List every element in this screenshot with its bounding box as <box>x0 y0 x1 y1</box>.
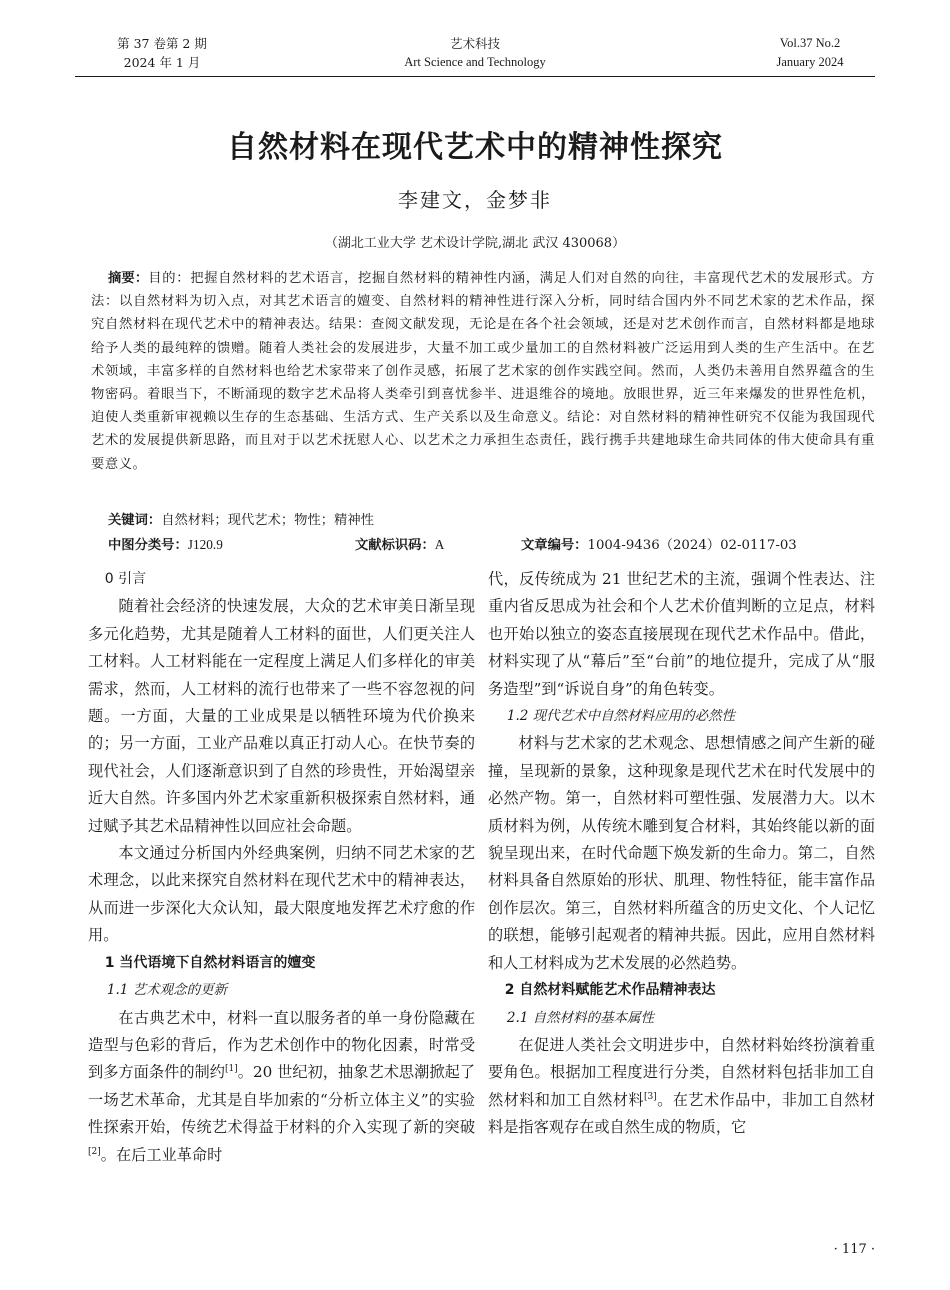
document-code-value: A <box>434 537 445 552</box>
article-title: 自然材料在现代艺术中的精神性探究 <box>227 130 723 165</box>
clc-label: 中图分类号： <box>108 538 188 553</box>
volume-issue-en: Vol.37 No.2 <box>779 36 841 50</box>
clc-value: J120.9 <box>187 537 223 552</box>
affiliation: （湖北工业大学 艺术设计学院,湖北 武汉 430068） <box>324 236 626 251</box>
issue-date-en: January 2024 <box>776 55 844 69</box>
abstract <box>91 267 875 476</box>
keywords <box>108 509 374 528</box>
paragraph-text: 。在后工业革命时 <box>100 1145 223 1164</box>
body-column-right <box>488 566 875 1142</box>
document-code <box>355 534 444 553</box>
paragraph: 随着社会经济的快速发展，大众的艺术审美日渐呈现多元化趋势，尤其是随着人工材料的面世，人们更关注人工材料。人工材料能在一定程度上满足人们多样化的审美需求，然而，人工材料的流行也带来了一些不容忽视的问题。一方面，大量的工业成果是以牺牲环境为代价换来的；另一方面，工业产品难以真正打动人心。在快节奏的现代社会，人们逐渐意识到了自然的珍贵性，开始渴望亲近大自然。许多国内外艺术家重新积极探索自然材料，通过赋予其艺术品精神性以回应社会命题。 <box>88 597 475 835</box>
subsection-heading: 1.2 现代艺术中自然材料应用的必然性 <box>506 708 736 725</box>
issue-date: 2024 年 1 月 <box>123 55 201 70</box>
paragraph-text: 。20 世纪初，抽象艺术思潮掀起了一场艺术革命，尤其是自毕加索的“分析立体主义”的实验性探索开始，传统艺术得益于材料的介入实现了新的突破 <box>88 1063 476 1137</box>
body-column-left <box>88 566 475 1169</box>
paragraph <box>88 1005 475 1169</box>
abstract-text: 目的：把握自然材料的艺术语言，挖掘自然材料的精神性内涵，满足人们对自然的向往，丰富现代艺术的发展形式。方法：以自然材料为切入点，对其艺术语言的嬗变、自然材料的精神性进行深入分析，同时结合国内外不同艺术家的艺术作品，探究自然材料在现代艺术中的精神表达。结果：查阅文献发现，无论是在各个社会领域，还是对艺术创作而言，自然材料都是地球给予人类的最纯粹的馈赠。随着人类社会的发展进步，大量不加工或少量加工的自然材料被广泛运用到人类的生产生活中。在艺术领域，丰富多样的自然材料也给艺术家带来了创作灵感，拓展了艺术家的创作实践空间。然而，人类仍未善用自然界蕴含的生物密码。着眼当下，不断涌现的数字艺术品将人类牵引到喜忧参半、进退维谷的境地。放眼世界，近三年来爆发的世界性危机，迫使人类重新审视赖以生存的生态基础、生活方式、生产关系以及生命意义。结论：对自然材料的精神性研究不仅能为我国现代艺术的发展提供新思路，而且对于以艺术抚慰人心、以艺术之力承担生态责任，践行携手共建地球生命共同体的伟大使命具有重要意义。 <box>91 271 876 472</box>
keywords-label: 关键词： <box>108 513 162 528</box>
keywords-text: 自然材料；现代艺术；物性；精神性 <box>161 513 374 528</box>
volume-issue: 第 37 卷第 2 期 <box>117 36 207 51</box>
clc-number <box>108 534 223 553</box>
journal-name <box>350 34 600 72</box>
paragraph: 本文通过分析国内外经典案例，归纳不同艺术家的艺术理念，以此来探究自然材料在现代艺术中的精神表达，从而进一步深化大众认知，最大限度地发挥艺术疗愈的作用。 <box>88 844 475 945</box>
subsection-heading: 2.1 自然材料的基本属性 <box>506 1009 655 1026</box>
document-code-label: 文献标识码： <box>355 538 435 553</box>
section-heading: 2 自然材料赋能艺术作品精神表达 <box>504 982 716 999</box>
paragraph-text: 在古典艺术中，材料一直以服务者的单一身份隐藏在造型与色彩的背后，作为艺术创作中的物化因素，时常受到多方面条件的制约 <box>88 1008 475 1082</box>
article-number-value: 1004-9436（2024）02-0117-03 <box>587 538 797 553</box>
section-heading: 1 当代语境下自然材料语言的嬗变 <box>104 954 316 971</box>
subsection-heading: 1.1 艺术观念的更新 <box>106 982 228 999</box>
abstract-label: 摘要： <box>108 271 149 286</box>
paragraph: 材料与艺术家的艺术观念、思想情感之间产生新的碰撞，呈现新的景象，这种现象是现代艺术在时代发展中的必然产物。第一，自然材料可塑性强、发展潜力大。以木质材料为例，从传统木雕到复合材料，其始终能以新的面貌呈现出来，在时代命题下焕发新的生命力。第二，自然材料具备自然原始的形状、肌理、物性特征，能丰富作品创作层次。第三，自然材料所蕴含的历史文化、个人记忆的联想，能够引起观者的精神共振。因此，应用自然材料和人工材料成为艺术发展的必然趋势。 <box>488 734 875 972</box>
citation-ref: [3] <box>643 1091 657 1102</box>
section-heading-intro: 0 引言 <box>104 571 147 587</box>
page-number: · 117 · <box>833 1242 875 1257</box>
paragraph-text: 。在艺术作品中，非加工自然材料是指客观存在或自然生成的物质，它 <box>488 1090 875 1137</box>
journal-name-en: Art Science and Technology <box>404 55 546 69</box>
authors: 李建文，金梦非 <box>398 188 552 212</box>
article-number-label: 文章编号： <box>521 538 588 553</box>
citation-ref: [1] <box>224 1064 238 1075</box>
journal-issue-info-en <box>735 34 885 72</box>
paragraph-text: 在促进人类社会文明进步中，自然材料始终扮演着重要角色。根据加工程度进行分类，自然材料包括非加工自然材料和加工自然材料 <box>488 1035 875 1109</box>
citation-ref: [2] <box>88 1146 101 1157</box>
article-number <box>521 534 797 553</box>
paragraph <box>488 1032 875 1142</box>
paragraph: 代，反传统成为 21 世纪艺术的主流，强调个性表达、注重内省反思成为社会和个人艺术价值判断的立足点，材料也开始以独立的姿态直接展现在现代艺术作品中。借此，材料实现了从“幕后”至“台前”的地位提升，完成了从“服务造型”到“诉说自身”的角色转变。 <box>488 570 875 698</box>
header-rule <box>75 76 875 77</box>
journal-name-cn: 艺术科技 <box>449 36 500 51</box>
journal-issue-info <box>92 34 232 72</box>
